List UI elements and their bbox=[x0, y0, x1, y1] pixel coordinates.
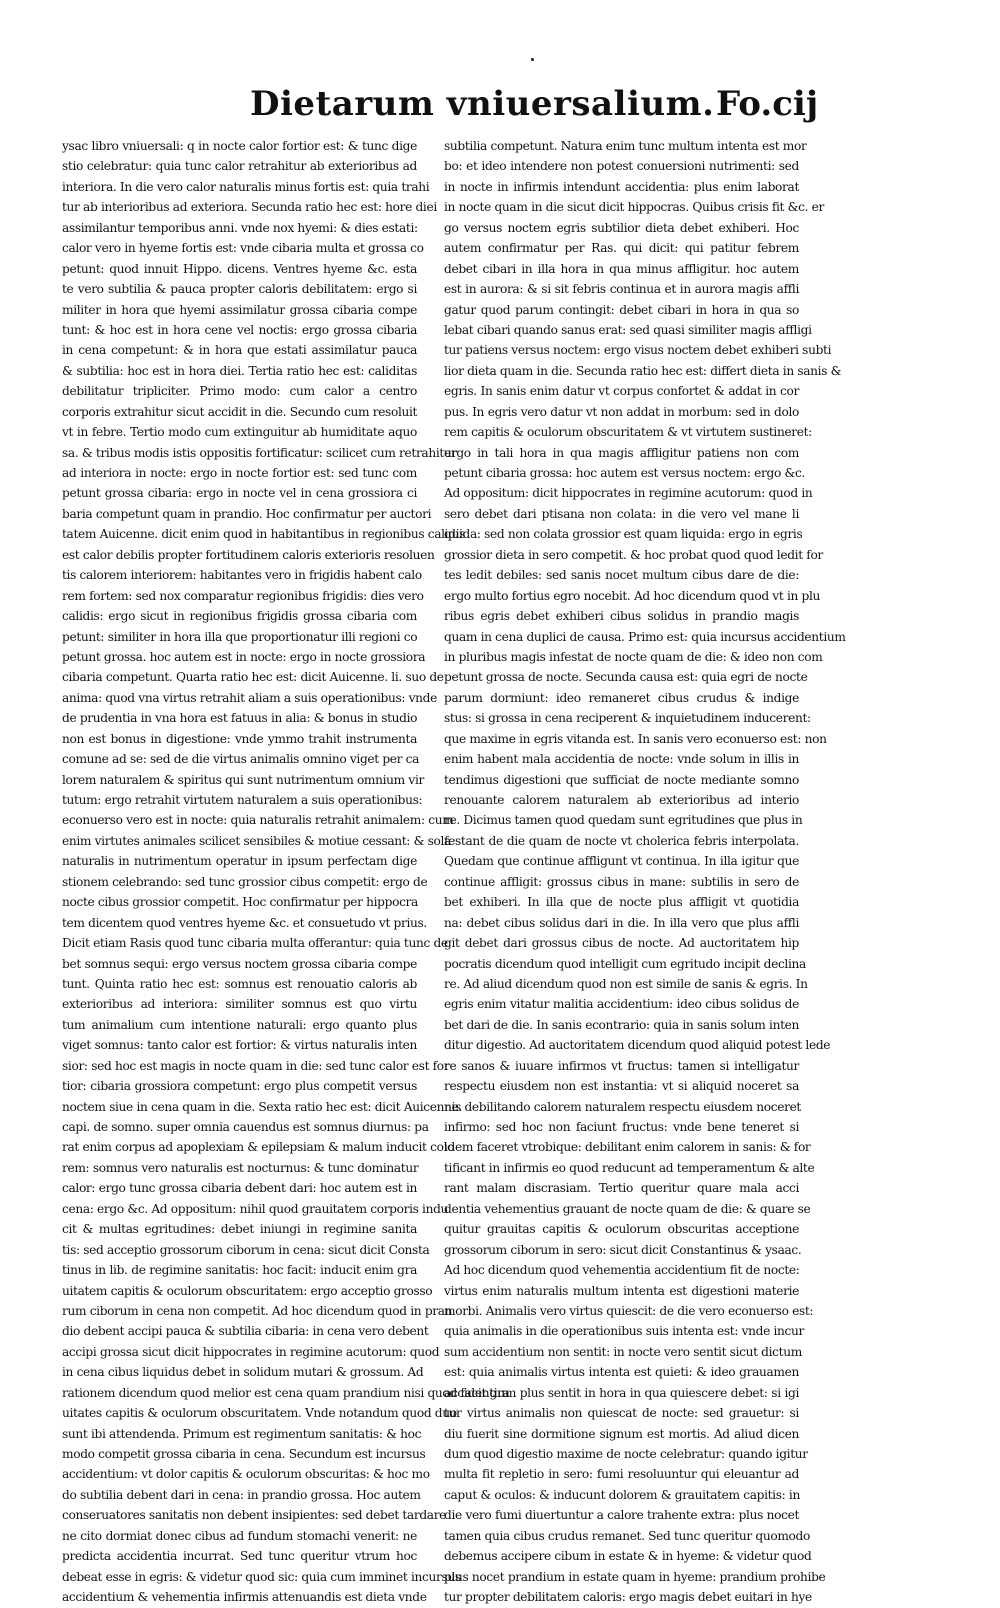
text-line: & subtilia: hoc est in hora diei. Tertia ratio hec est: caliditas bbox=[62, 363, 417, 378]
text-line: ergo in tali hora in qua magis affligitur patiens non com bbox=[444, 445, 799, 460]
text-line: est: quia animalis virtus intenta est quieti: & ideo grauamen bbox=[444, 1365, 799, 1380]
text-line: accidentium plus sentit in hora in qua quiescere debet: si igi bbox=[444, 1385, 799, 1400]
text-line: rat enim corpus ad apoplexiam & epilepsiam & malum inducit colo bbox=[62, 1140, 455, 1155]
text-line: continue affligit: grossus cibus in mane: subtilis in sero de bbox=[444, 874, 799, 889]
text-line: Dicit etiam Rasis quod tunc cibaria multa offerantur: quia tunc de bbox=[62, 936, 448, 951]
text-line: tes ledit debiles: sed sanis nocet multum cibus dare de die: bbox=[444, 568, 799, 583]
text-line: respectu eiusdem non est instantia: vt si aliquid noceret sa bbox=[444, 1079, 799, 1094]
text-line: est in aurora: & si sit febris continua et in aurora magis affli bbox=[444, 282, 799, 297]
text-line: ribus egris debet exhiberi cibus solidus in prandio magis bbox=[444, 609, 799, 624]
text-line: festant de die quam de nocte vt cholerica febris interpolata. bbox=[444, 833, 799, 848]
text-line: infirmo: sed hoc non faciunt fructus: vnde bene teneret si bbox=[444, 1120, 799, 1134]
text-line: ditur digestio. Ad auctoritatem dicendum quod aliquid potest lede bbox=[444, 1038, 831, 1053]
text-line: rem capitis & oculorum obscuritatem & vt virtutem sustineret: bbox=[444, 425, 812, 440]
text-line: debilitatur tripliciter. Primo modo: cum calor a centro bbox=[62, 384, 417, 399]
text-line: virtus enim naturalis multum intenta est digestioni materie bbox=[444, 1283, 799, 1298]
text-line: lior dieta quam in die. Secunda ratio hec est: differt dieta in sanis & bbox=[444, 363, 842, 378]
text-line: egris enim vitatur malitia accidentium: ideo cibus solidus de bbox=[444, 997, 799, 1012]
text-line: assimilantur temporibus anni. vnde nox hyemi: & dies estati: bbox=[62, 220, 418, 235]
running-head bbox=[238, 84, 938, 144]
text-line: tatem Auicenne. dicit enim quod in habitantibus in regionibus calidis bbox=[62, 527, 466, 542]
text-line: tunt: & hoc est in hora cene vel noctis: ergo grossa cibaria bbox=[62, 322, 417, 337]
text-line: Ad oppositum: dicit hippocrates in regimine acutorum: quod in bbox=[444, 486, 813, 501]
text-line: in cena cibus liquidus debet in solidum mutari & grossum. Ad bbox=[62, 1365, 424, 1380]
text-line: morbi. Animalis vero virtus quiescit: de die vero econuerso est: bbox=[444, 1303, 814, 1318]
text-line: renouante calorem naturalem ab exterioribus ad interio bbox=[444, 793, 799, 807]
text-line: na: debet cibus solidus dari in die. In illa vero que plus affli bbox=[444, 915, 799, 930]
text-line: grossorum ciborum in sero: sicut dicit Constantinus & ysaac. bbox=[444, 1242, 802, 1257]
text-line: capi. de somno. super omnia cauendus est somnus diurnus: pa bbox=[62, 1120, 429, 1134]
ink-speck bbox=[531, 58, 534, 61]
text-line: bet exhiberi. In illa que de nocte plus affligit vt quotidia bbox=[444, 895, 799, 910]
text-line: tur propter debilitatem caloris: ergo magis debet euitari in hye bbox=[444, 1590, 812, 1605]
text-line: calor: ergo tunc grossa cibaria debent dari: hoc autem est in bbox=[62, 1181, 417, 1196]
left-text-column bbox=[62, 136, 510, 1608]
text-line: rum ciborum in cena non competit. Ad hoc dicendum quod in pran bbox=[62, 1303, 453, 1318]
folio-number: Fo.cij bbox=[716, 84, 819, 124]
text-line: grossior dieta in sero competit. & hoc probat quod quod ledit for bbox=[444, 547, 823, 562]
text-line: naturalis in nutrimentum operatur in ipsum perfectam dige bbox=[62, 854, 417, 869]
text-line: die vero fumi diuertuntur a calore trahente extra: plus nocet bbox=[444, 1508, 799, 1523]
text-line: tum animalium cum intentione naturali: ergo quanto plus bbox=[62, 1017, 417, 1032]
text-line: sior: sed hoc est magis in nocte quam in die: sed tunc calor est for bbox=[62, 1058, 450, 1073]
text-line: uitatem capitis & oculorum obscuritatem: ergo acceptio grosso bbox=[62, 1283, 433, 1298]
text-line: pus. In egris vero datur vt non addat in morbum: sed in dolo bbox=[444, 404, 799, 419]
text-line: autem confirmatur per Ras. qui dicit: qui patitur febrem bbox=[444, 241, 799, 256]
text-line: corporis extrahitur sicut accidit in die. Secundo cum resoluit bbox=[62, 404, 418, 419]
text-line: calidis: ergo sicut in regionibus frigidis grossa cibaria com bbox=[62, 609, 417, 624]
text-line: nocte cibus grossior competit. Hoc confirmatur per hippocra bbox=[62, 895, 418, 910]
text-line: stionem celebrando: sed tunc grossior cibus competit: ergo de bbox=[62, 874, 428, 889]
text-line: Quedam que continue affligunt vt continua. In illa igitur que bbox=[444, 854, 799, 869]
text-line: debeat esse in egris: & videtur quod sic: quia cum imminet incursus bbox=[62, 1569, 461, 1584]
text-line: quia animalis in die operationibus suis intenta est: vnde incur bbox=[444, 1324, 805, 1339]
text-line: sa. & tribus modis istis oppositis fortificatur: scilicet cum retrahitur bbox=[62, 445, 457, 460]
text-line: rem: somnus vero naturalis est nocturnus: & tunc dominatur bbox=[62, 1160, 419, 1175]
text-line: viget somnus: tanto calor est fortior: & virtus naturalis inten bbox=[62, 1038, 417, 1053]
text-line: exterioribus ad interiora: similiter somnus est quo virtu bbox=[62, 997, 417, 1012]
text-line: tur virtus animalis non quiescat de nocte: sed grauetur: si bbox=[444, 1406, 799, 1421]
text-line: tis calorem interiorem: habitantes vero in frigidis habent calo bbox=[62, 568, 422, 583]
text-line: rant malam discrasiam. Tertio queritur quare mala acci bbox=[444, 1181, 799, 1196]
text-line: ergo multo fortius egro nocebit. Ad hoc dicendum quod vt in plu bbox=[444, 588, 821, 603]
text-line: in nocte in infirmis intendunt accidentia: plus enim laborat bbox=[444, 179, 799, 194]
text-line: baria competunt quam in prandio. Hoc confirmatur per auctori bbox=[62, 506, 432, 521]
text-line: lorem naturalem & spiritus qui sunt nutrimentum omnium vir bbox=[62, 772, 424, 787]
text-line: ysac libro vniuersali: q in nocte calor fortior est: & tunc dige bbox=[62, 139, 417, 153]
text-line: enim habent mala accidentia de nocte: vnde solum in illis in bbox=[444, 752, 799, 767]
text-line: pocratis dicendum quod intelligit cum egritudo incipit declina bbox=[444, 956, 806, 971]
text-line: petunt grossa cibaria: ergo in nocte vel in cena grossiora ci bbox=[62, 486, 417, 501]
text-line: in cena competunt: & in hora que estati assimilatur pauca bbox=[62, 343, 417, 358]
text-line: do subtilia debent dari in cena: in prandio grossa. Hoc autem bbox=[62, 1487, 421, 1502]
text-line: calor vero in hyeme fortis est: vnde cibaria multa et grossa co bbox=[62, 241, 424, 256]
text-line: rationem dicendum quod melior est cena quam prandium nisi quod facit gra bbox=[62, 1385, 510, 1400]
text-line: cena: ergo &c. Ad oppositum: nihil quod grauitatem corporis indu bbox=[62, 1201, 449, 1216]
text-line: sum accidentium non sentit: in nocte vero sentit sicut dictum bbox=[444, 1344, 802, 1359]
text-line: dum quod digestio maxime de nocte celebratur: quando igitur bbox=[444, 1447, 808, 1461]
text-line: lebat cibari quando sanus erat: sed quasi similiter magis affligi bbox=[444, 322, 812, 337]
text-line: que maxime in egris vitanda est. In sanis vero econuerso est: non bbox=[444, 731, 827, 746]
text-line: militer in hora que hyemi assimilatur grossa cibaria compe bbox=[62, 302, 417, 317]
text-line: bet somnus sequi: ergo versus noctem grossa cibaria compe bbox=[62, 956, 417, 971]
text-line: multa fit repletio in sero: fumi resoluuntur qui eleuantur ad bbox=[444, 1467, 799, 1482]
text-line: petunt grossa de nocte. Secunda causa est: quia egri de nocte bbox=[444, 670, 808, 685]
text-line: rem fortem: sed nox comparatur regionibus frigidis: dies vero bbox=[62, 588, 424, 603]
text-line: nis debilitando calorem naturalem respectu eiusdem noceret bbox=[444, 1099, 801, 1114]
text-line: econuerso vero est in nocte: quia naturalis retrahit animalem: cum bbox=[62, 813, 454, 828]
right-text-column bbox=[444, 136, 846, 1608]
text-line: debemus accipere cibum in estate & in hyeme: & videtur quod bbox=[444, 1549, 812, 1564]
text-line: interiora. In die vero calor naturalis minus fortis est: quia trahi bbox=[62, 179, 430, 194]
text-line: Ad hoc dicendum quod vehementia accidentium fit de nocte: bbox=[444, 1263, 800, 1278]
text-line: diu fuerit sine dormitione signum est mortis. Ad aliud dicen bbox=[444, 1426, 799, 1441]
text-line: enim virtutes animales scilicet sensibiles & motiue cessant: & sola bbox=[62, 833, 451, 848]
text-line: re sanos & iuuare infirmos vt fructus: tamen si intelligatur bbox=[444, 1058, 799, 1073]
text-line: petunt: quod innuit Hippo. dicens. Ventres hyeme &c. esta bbox=[62, 261, 417, 276]
text-line: petunt grossa. hoc autem est in nocte: ergo in nocte grossiora bbox=[62, 649, 426, 664]
text-line: go versus noctem egris subtilior dieta debet exhiberi. Hoc bbox=[444, 220, 799, 235]
text-line: vt in febre. Tertio modo cum extinguitur ab humiditate aquo bbox=[62, 425, 417, 440]
text-line: parum dormiunt: ideo remaneret cibus crudus & indige bbox=[444, 690, 799, 705]
text-line: re. Dicimus tamen quod quedam sunt egritudines que plus in bbox=[444, 813, 803, 828]
text-line: accipi grossa sicut dicit hippocrates in regimine acutorum: quod bbox=[62, 1344, 440, 1359]
text-line: caput & oculos: & inducunt dolorem & grauitatem capitis: in bbox=[444, 1487, 800, 1502]
text-line: tior: cibaria grossiora competunt: ergo plus competit versus bbox=[62, 1079, 417, 1094]
text-line: dio debent accipi pauca & subtilia cibaria: in cena vero debent bbox=[62, 1324, 429, 1339]
text-line: subtilia competunt. Natura enim tunc multum intenta est mor bbox=[444, 139, 807, 153]
text-line: non est bonus in digestione: vnde ymmo trahit instrumenta bbox=[62, 731, 417, 746]
text-line: ne cito dormiat donec cibus ad fundum stomachi venerit: ne bbox=[62, 1528, 417, 1543]
text-line: tendimus digestioni que sufficiat de nocte mediante somno bbox=[444, 772, 799, 787]
text-line: petunt: similiter in hora illa que proportionatur illi regioni co bbox=[62, 629, 418, 644]
text-line: sunt ibi attendenda. Primum est regimentum sanitatis: & hoc bbox=[62, 1426, 422, 1441]
text-line: tis: sed acceptio grossorum ciborum in cena: sicut dicit Consta bbox=[62, 1242, 430, 1257]
text-line: predicta accidentia incurrat. Sed tunc queritur vtrum hoc bbox=[62, 1549, 417, 1564]
text-line: quam in cena duplici de causa. Primo est: quia incursus accidentium bbox=[444, 629, 846, 644]
text-line: bet dari de die. In sanis econtrario: quia in sanis solum inten bbox=[444, 1017, 799, 1032]
text-line: sero debet dari ptisana non colata: in die vero vel mane li bbox=[444, 506, 799, 521]
text-line: tem dicentem quod ventres hyeme &c. et consuetudo vt prius. bbox=[62, 915, 427, 930]
text-line: dentia vehementius grauant de nocte quam de die: & quare se bbox=[444, 1201, 811, 1216]
text-line: petunt cibaria grossa: hoc autem est versus noctem: ergo &c. bbox=[444, 466, 805, 480]
text-line: stus: si grossa in cena reciperent & inquietudinem inducerent: bbox=[444, 711, 811, 726]
running-head-title: Dietarum vniuersalium. bbox=[250, 84, 715, 124]
text-line: est calor debilis propter fortitudinem caloris exterioris resoluen bbox=[62, 547, 435, 562]
text-line: tur patiens versus noctem: ergo visus noctem debet exhiberi subti bbox=[444, 343, 832, 358]
text-line: bo: et ideo intendere non potest conuersioni nutrimenti: sed bbox=[444, 159, 799, 174]
text-line: cibaria competunt. Quarta ratio hec est: dicit Auicenne. li. suo de bbox=[62, 670, 444, 685]
text-line: de prudentia in vna hora est fatuus in alia: & bonus in studio bbox=[62, 711, 418, 726]
text-line: tamen quia cibus crudus remanet. Sed tunc queritur quomodo bbox=[444, 1528, 810, 1543]
text-line: egris. In sanis enim datur vt corpus confortet & addat in cor bbox=[444, 384, 799, 399]
text-line: idem faceret vtrobique: debilitant enim calorem in sanis: & for bbox=[444, 1140, 811, 1155]
text-line: in pluribus magis infestat de nocte quam de die: & ideo non com bbox=[444, 649, 823, 664]
text-line: modo competit grossa cibaria in cena. Secundum est incursus bbox=[62, 1447, 426, 1461]
text-line: noctem siue in cena quam in die. Sexta ratio hec est: dicit Auicenne. bbox=[62, 1099, 463, 1114]
text-line: quitur grauitas capitis & oculorum obscuritas acceptione bbox=[444, 1222, 799, 1237]
text-line: anima: quod vna virtus retrahit aliam a suis operationibus: vnde bbox=[62, 690, 437, 705]
text-line: accidentium & vehementia infirmis attenuandis est dieta vnde bbox=[62, 1590, 427, 1605]
text-line: git debet dari grossus cibus de nocte. Ad auctoritatem hip bbox=[444, 936, 799, 951]
text-line: tutum: ergo retrahit virtutem naturalem a suis operationibus: bbox=[62, 793, 423, 807]
text-line: plus nocet prandium in estate quam in hyeme: prandium prohibe bbox=[444, 1569, 826, 1584]
text-line: comune ad se: sed de die virtus animalis omnino viget per ca bbox=[62, 752, 420, 767]
text-line: tur ab interioribus ad exteriora. Secunda ratio hec est: hore diei bbox=[62, 200, 437, 215]
text-line: debet cibari in illa hora in qua minus affligitur. hoc autem bbox=[444, 261, 799, 276]
text-line: tinus in lib. de regimine sanitatis: hoc facit: inducit enim gra bbox=[62, 1263, 417, 1278]
text-line: tunt. Quinta ratio hec est: somnus est renouatio caloris ab bbox=[62, 976, 417, 991]
text-line: tificant in infirmis eo quod reducunt ad temperamentum & alte bbox=[444, 1160, 815, 1175]
text-line: cit & multas egritudines: debet iniungi in regimine sanita bbox=[62, 1222, 417, 1237]
text-line: ad interiora in nocte: ergo in nocte fortior est: sed tunc com bbox=[62, 466, 417, 480]
text-line: stio celebratur: quia tunc calor retrahitur ab exterioribus ad bbox=[62, 159, 417, 174]
text-line: re. Ad aliud dicendum quod non est simile de sanis & egris. In bbox=[444, 976, 808, 991]
text-line: te vero subtilia & pauca propter caloris debilitatem: ergo si bbox=[62, 282, 417, 297]
text-line: conseruatores sanitatis non debent insipientes: sed debet tardare bbox=[62, 1508, 447, 1523]
text-line: accidentium: vt dolor capitis & oculorum obscuritas: & hoc mo bbox=[62, 1467, 430, 1482]
text-line: uitates capitis & oculorum obscuritatem. Vnde notandum quod duo bbox=[62, 1406, 457, 1421]
text-line: in nocte quam in die sicut dicit hippocras. Quibus crisis fit &c. er bbox=[444, 200, 824, 215]
text-line: gatur quod parum contingit: debet cibari in hora in qua so bbox=[444, 302, 799, 317]
text-line: quida: sed non colata grossior est quam liquida: ergo in egris bbox=[444, 527, 803, 542]
